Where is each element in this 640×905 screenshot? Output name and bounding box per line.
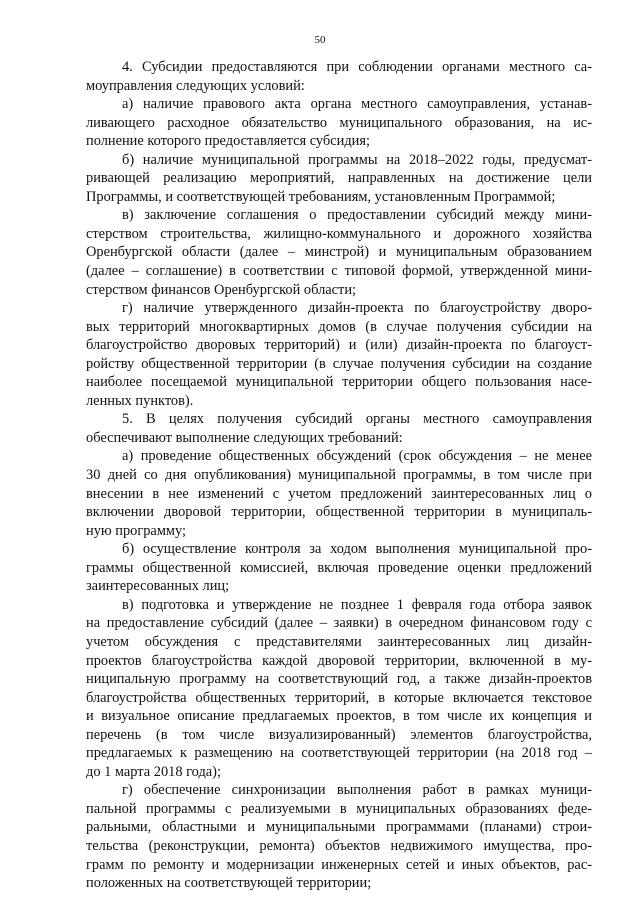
page-number: 50 <box>314 34 326 46</box>
text-line: обеспечивают выполнение следующих требований: <box>86 429 403 446</box>
text-line: предлагаемых к размещению на соответствующей территории (на 2018 год – <box>86 745 592 762</box>
text-line: Программы, и соответствующей требованиям, установленным Программой; <box>86 188 556 205</box>
text-line: стерством строительства, жилищно-коммунального и дорожного хозяйства <box>86 225 592 242</box>
text-line: грамм по ремонту и модернизации инженерных сетей и иных объектов, рас- <box>86 856 592 873</box>
text-line: в) подготовка и утверждение не позднее 1 февраля года отбора заявок <box>122 596 592 613</box>
text-line: а) наличие правового акта органа местного самоуправления, устанав- <box>122 96 592 113</box>
text-line: внесении в нее изменений с учетом предложений заинтересованных лиц о <box>86 485 592 502</box>
text-line: б) осуществление контроля за ходом выполнения муниципальной про- <box>122 541 592 558</box>
text-line: граммы общественной комиссией, включая проведение оценки предложений <box>86 559 592 576</box>
text-line: пальной программы с реализуемыми в муниципальных образованиях феде- <box>86 800 592 817</box>
text-line: в) заключение соглашения о предоставлении субсидий между мини- <box>122 207 592 224</box>
text-line: моуправления следующих условий: <box>86 77 305 94</box>
text-line: наиболее посещаемой муниципальной территории общего пользования насе- <box>86 374 592 391</box>
text-line: а) проведение общественных обсуждений (срок обсуждения – не менее <box>122 448 592 465</box>
text-line: учетом обсуждения с представителями заинтересованных лиц дизайн- <box>86 633 592 650</box>
document-body <box>86 58 592 893</box>
text-line: (далее – соглашение) в соответствии с типовой формой, утвержденной мини- <box>86 263 592 280</box>
text-line: полнение которого предоставляется субсидия; <box>86 133 370 150</box>
text-line: проектов благоустройства каждой дворовой территории, включенной в му- <box>86 652 592 669</box>
text-line: ройству общественной территории (в случае получения субсидии на создание <box>86 355 592 372</box>
text-line: и визуальное описание предлагаемых проектов, в том числе их концепция и <box>86 708 592 725</box>
text-line: на предоставление субсидий (далее – заявки) в очередном финансовом году с <box>86 615 592 632</box>
text-line: 5. В целях получения субсидий органы местного самоуправления <box>122 411 592 428</box>
text-line: 30 дней со дня опубликования) муниципальной программы, в том числе при <box>86 467 592 484</box>
text-line: Оренбургской области (далее – минстрой) и муниципальным образованием <box>86 244 592 261</box>
text-line: тельства (реконструкции, ремонта) объектов недвижимого имущества, про- <box>86 837 592 854</box>
text-line: ленных пунктов). <box>86 392 194 409</box>
text-line: вых территорий многоквартирных домов (в случае получения субсидии на <box>86 318 592 335</box>
text-line: ливающего расходное обязательство муниципального образования, на ис- <box>86 114 592 131</box>
text-line: ральными, областными и муниципальными программами (планами) строи- <box>86 819 592 836</box>
text-line: благоустройство дворовых территорий) и (или) дизайн-проекта по благоуст- <box>86 337 592 354</box>
text-line: ную программу; <box>86 522 187 539</box>
text-line: б) наличие муниципальной программы на 2018–2022 годы, предусмат- <box>122 151 592 168</box>
text-line: ривающей реализацию мероприятий, направленных на достижение цели <box>86 170 592 187</box>
text-line: г) обеспечение синхронизации выполнения работ в рамках муници- <box>122 782 592 799</box>
text-line: стерством финансов Оренбургской области; <box>86 281 357 298</box>
text-line: положенных на соответствующей территории; <box>86 875 372 892</box>
text-line: до 1 марта 2018 года); <box>86 763 221 780</box>
text-line: включении дворовой территории, общественной территории в муниципаль- <box>86 504 592 521</box>
text-line: заинтересованных лиц; <box>86 578 230 595</box>
text-line: перечень (в том числе визуализированный) элементов благоустройства, <box>86 726 592 743</box>
text-line: г) наличие утвержденного дизайн-проекта по благоустройству дворо- <box>122 300 592 317</box>
text-line: ниципальную программу на соответствующий год, а также дизайн-проектов <box>86 671 592 688</box>
text-line: 4. Субсидии предоставляются при соблюдении органами местного са- <box>122 59 592 75</box>
text-line: благоустройства общественных территорий, в которые включается текстовое <box>86 689 592 706</box>
